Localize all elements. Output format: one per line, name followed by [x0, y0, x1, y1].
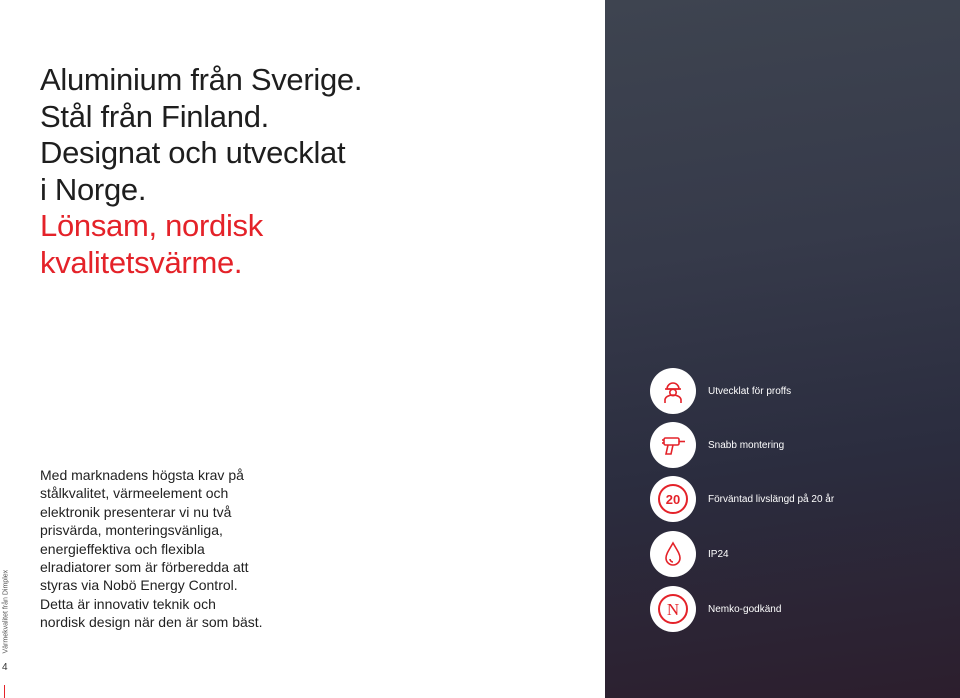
body-line: energieffektiva och flexibla [40, 540, 205, 557]
nemko-icon [650, 586, 696, 632]
page-number: 4 [2, 662, 8, 673]
body-line: elektronik presenterar vi nu två [40, 503, 232, 520]
feature-label: Snabb montering [708, 439, 785, 451]
feature-label: Utvecklat för proffs [708, 385, 792, 397]
feature-item [650, 476, 834, 522]
body-line: Med marknadens högsta krav på [40, 467, 244, 483]
headline-line: Designat och utvecklat [40, 135, 346, 170]
feature-label: Nemko-godkänd [708, 603, 782, 615]
water-drop-icon [650, 531, 696, 577]
body-line: prisvärda, monteringsvänliga, [40, 522, 223, 539]
years-badge: 20 [658, 484, 688, 514]
20-years-icon [650, 476, 696, 522]
body-line: elradiatorer som är förberedda att [40, 559, 249, 576]
body-line: Detta är innovativ teknik och [40, 595, 216, 612]
side-label: Värmekvalitet från Dimplex [2, 569, 10, 654]
page-marker-line [4, 685, 5, 698]
headline-line: Aluminium från Sverige. [40, 62, 363, 97]
headline [40, 62, 362, 281]
body-line: stålkvalitet, värmeelement och [40, 485, 229, 502]
nemko-letter: N [666, 599, 680, 619]
feature-item [650, 531, 729, 577]
headline-line: i Norge. [40, 171, 147, 207]
nemko-badge [658, 594, 688, 624]
headline-accent-line: Lönsam, nordisk [40, 208, 263, 243]
feature-item [650, 368, 791, 414]
worker-icon [650, 368, 696, 414]
headline-line: Stål från Finland. [40, 98, 269, 134]
headline-accent-line: kvalitetsvärme. [40, 244, 243, 280]
feature-label: Förväntad livslängd på 20 år [708, 493, 835, 505]
body-line: nordisk design när den är som bäst. [40, 614, 263, 631]
feature-item [650, 422, 784, 468]
feature-panel [605, 0, 960, 698]
feature-item [650, 586, 781, 632]
body-paragraph [40, 466, 300, 632]
drill-icon [650, 422, 696, 468]
body-line: styras via Nobö Energy Control. [40, 577, 238, 594]
feature-label: IP24 [708, 548, 729, 560]
